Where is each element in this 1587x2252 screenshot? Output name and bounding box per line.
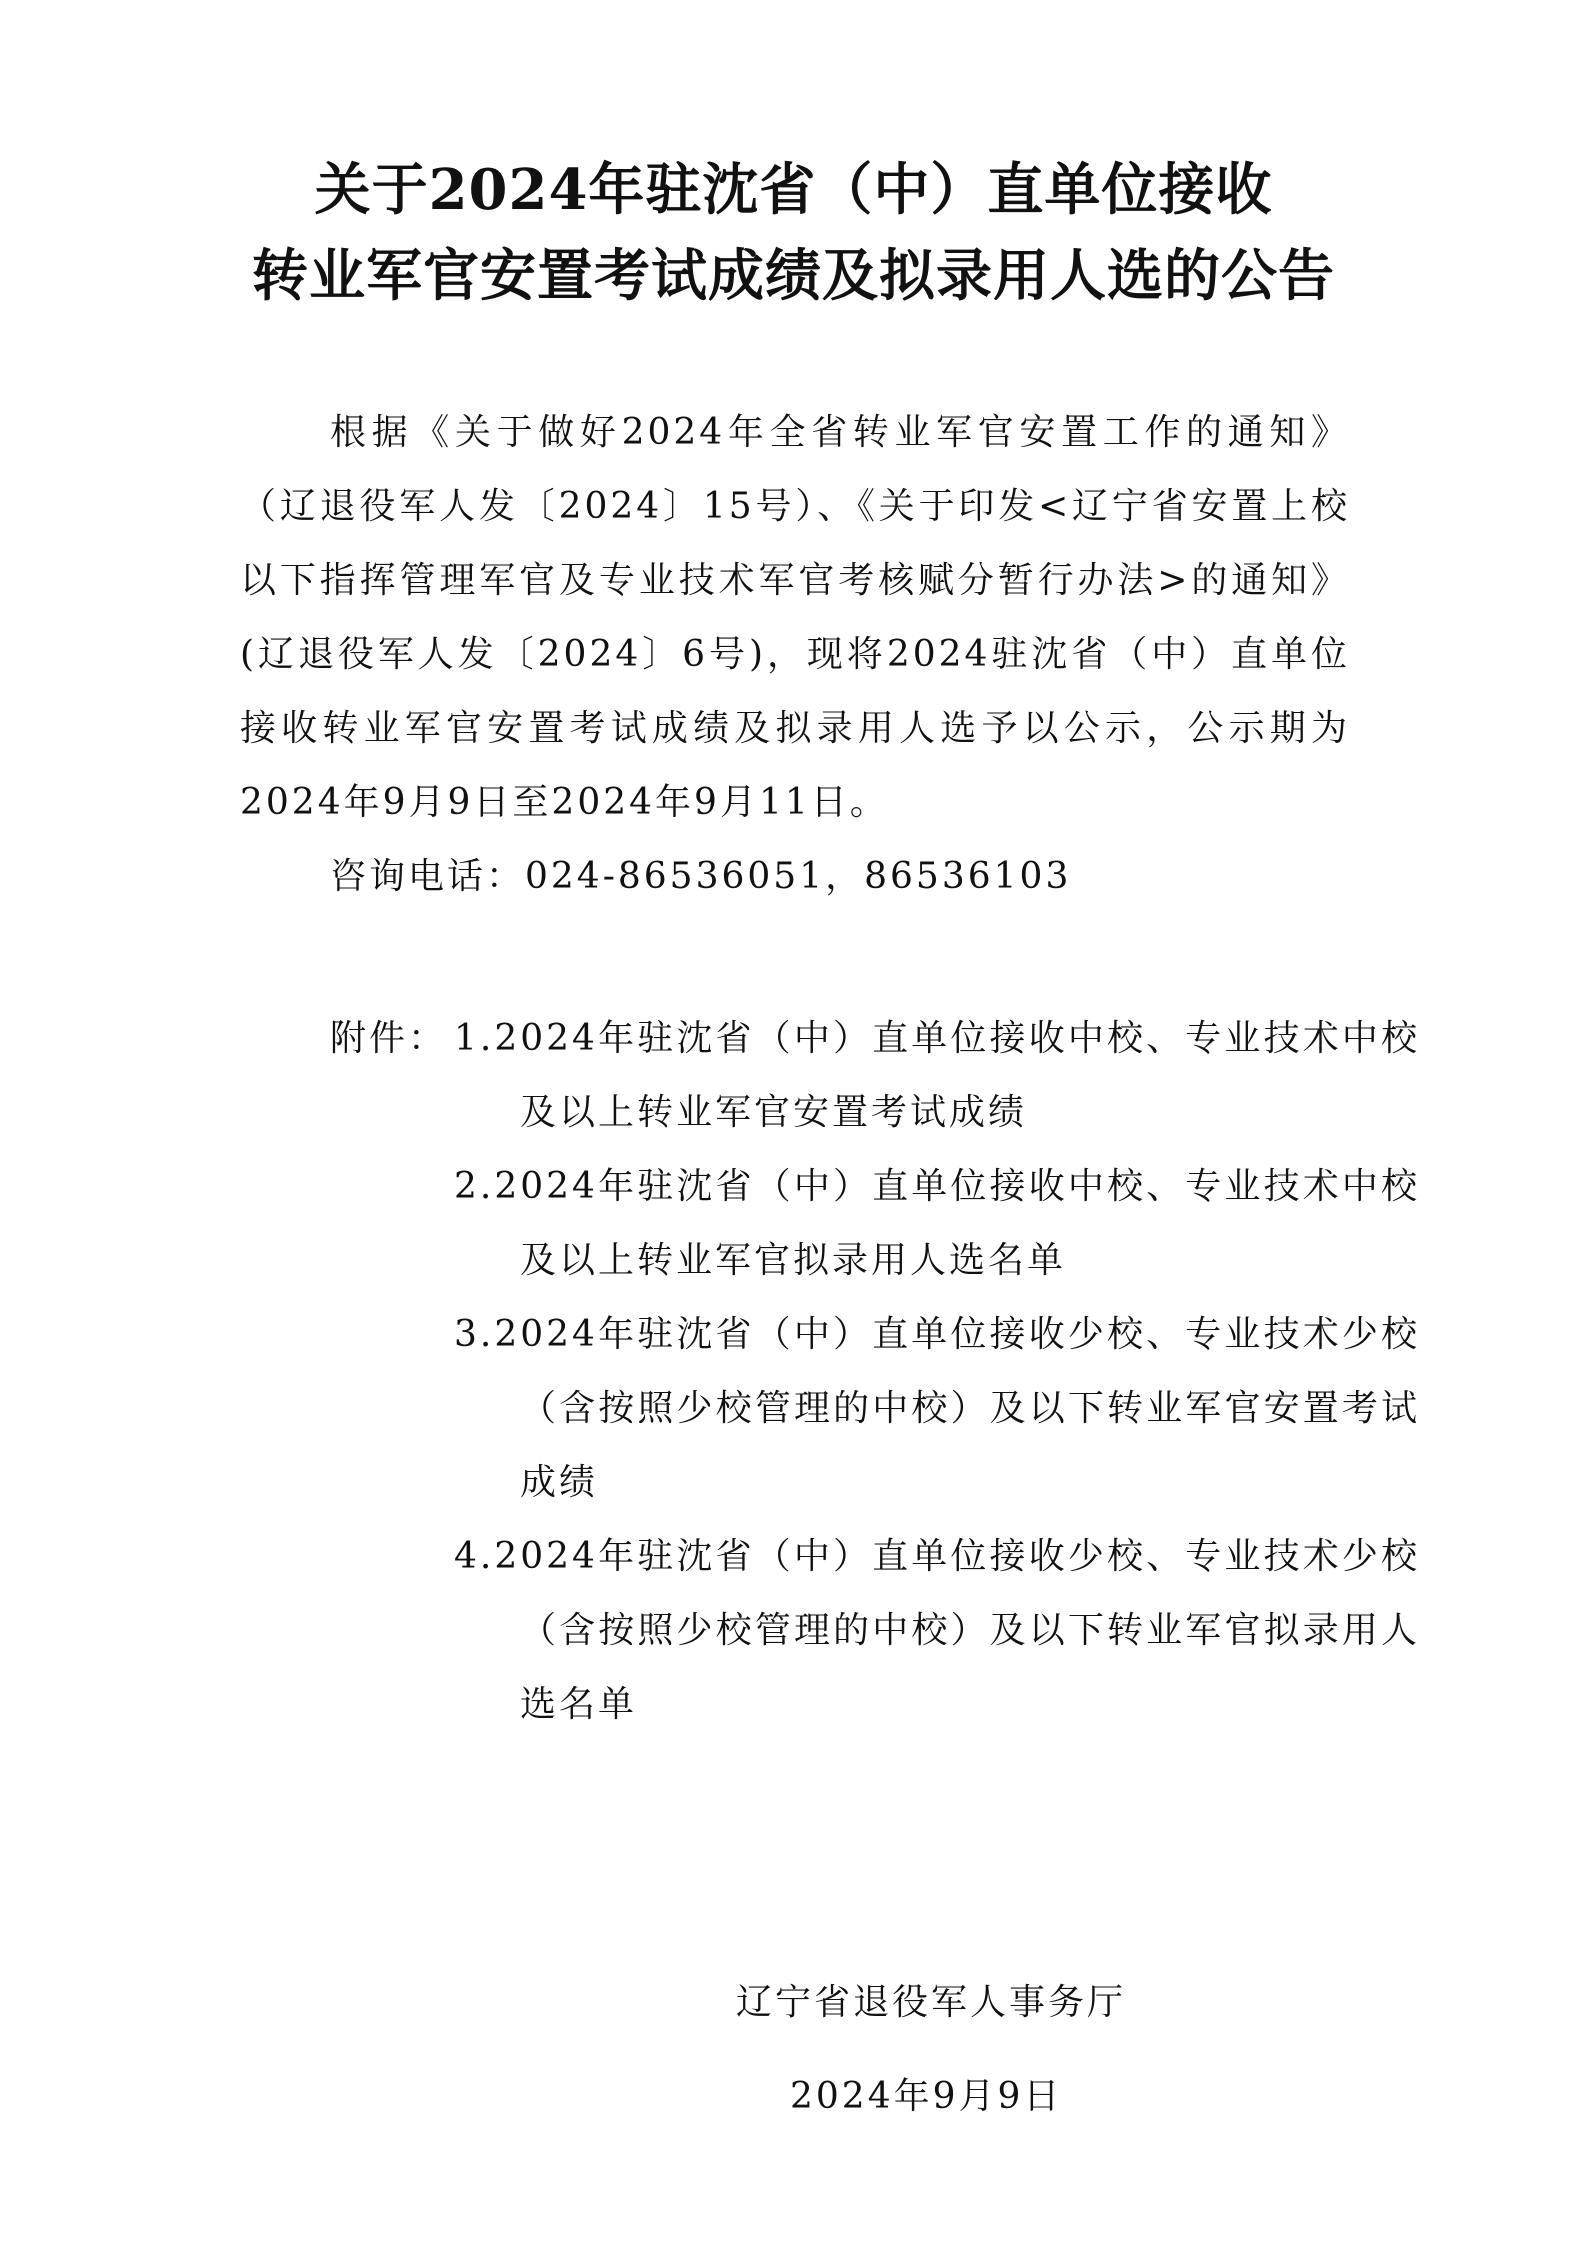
attachment-item-3: 3.2024年驻沈省（中）直单位接收少校、专业技术少校（含按照少校管理的中校）及以下转业军官安置考试成绩 [454, 1314, 1420, 1503]
attachment-item-2: 2.2024年驻沈省（中）直单位接收中校、专业技术中校及以上转业军官拟录用人选名单 [454, 1166, 1420, 1281]
signature-date: 2024年9月9日 [790, 2076, 1063, 2117]
contact-phone: 咨询电话：024-86536051，86536103 [330, 856, 1072, 897]
title-line-2: 转业军官安置考试成绩及拟录用人选的公告 [252, 243, 1335, 309]
attachment-item-1: 1.2024年驻沈省（中）直单位接收中校、专业技术中校及以上转业军官安置考试成绩 [454, 1018, 1420, 1133]
signature-organization: 辽宁省退役军人事务厅 [736, 1982, 1127, 2023]
attachments-label: 附件： [330, 1018, 448, 1059]
body-paragraph: 根据《关于做好2024年全省转业军官安置工作的通知》（辽退役军人发〔2024〕15号）、《关于印发<辽宁省安置上校以下指挥管理军官及专业技术军官考核赋分暂行办法>的通知》(辽退役军人发〔2024〕6号)，现将2024驻沈省（中）直单位接收转业军官安置考试成绩及拟录用人选予以公示，公示期为2024年9月9日至2024年9月11日。 [240, 412, 1350, 823]
title-line-1: 关于2024年驻沈省（中）直单位接收 [314, 157, 1273, 223]
attachment-item-4: 4.2024年驻沈省（中）直单位接收少校、专业技术少校（含按照少校管理的中校）及以下转业军官拟录用人选名单 [454, 1536, 1420, 1725]
